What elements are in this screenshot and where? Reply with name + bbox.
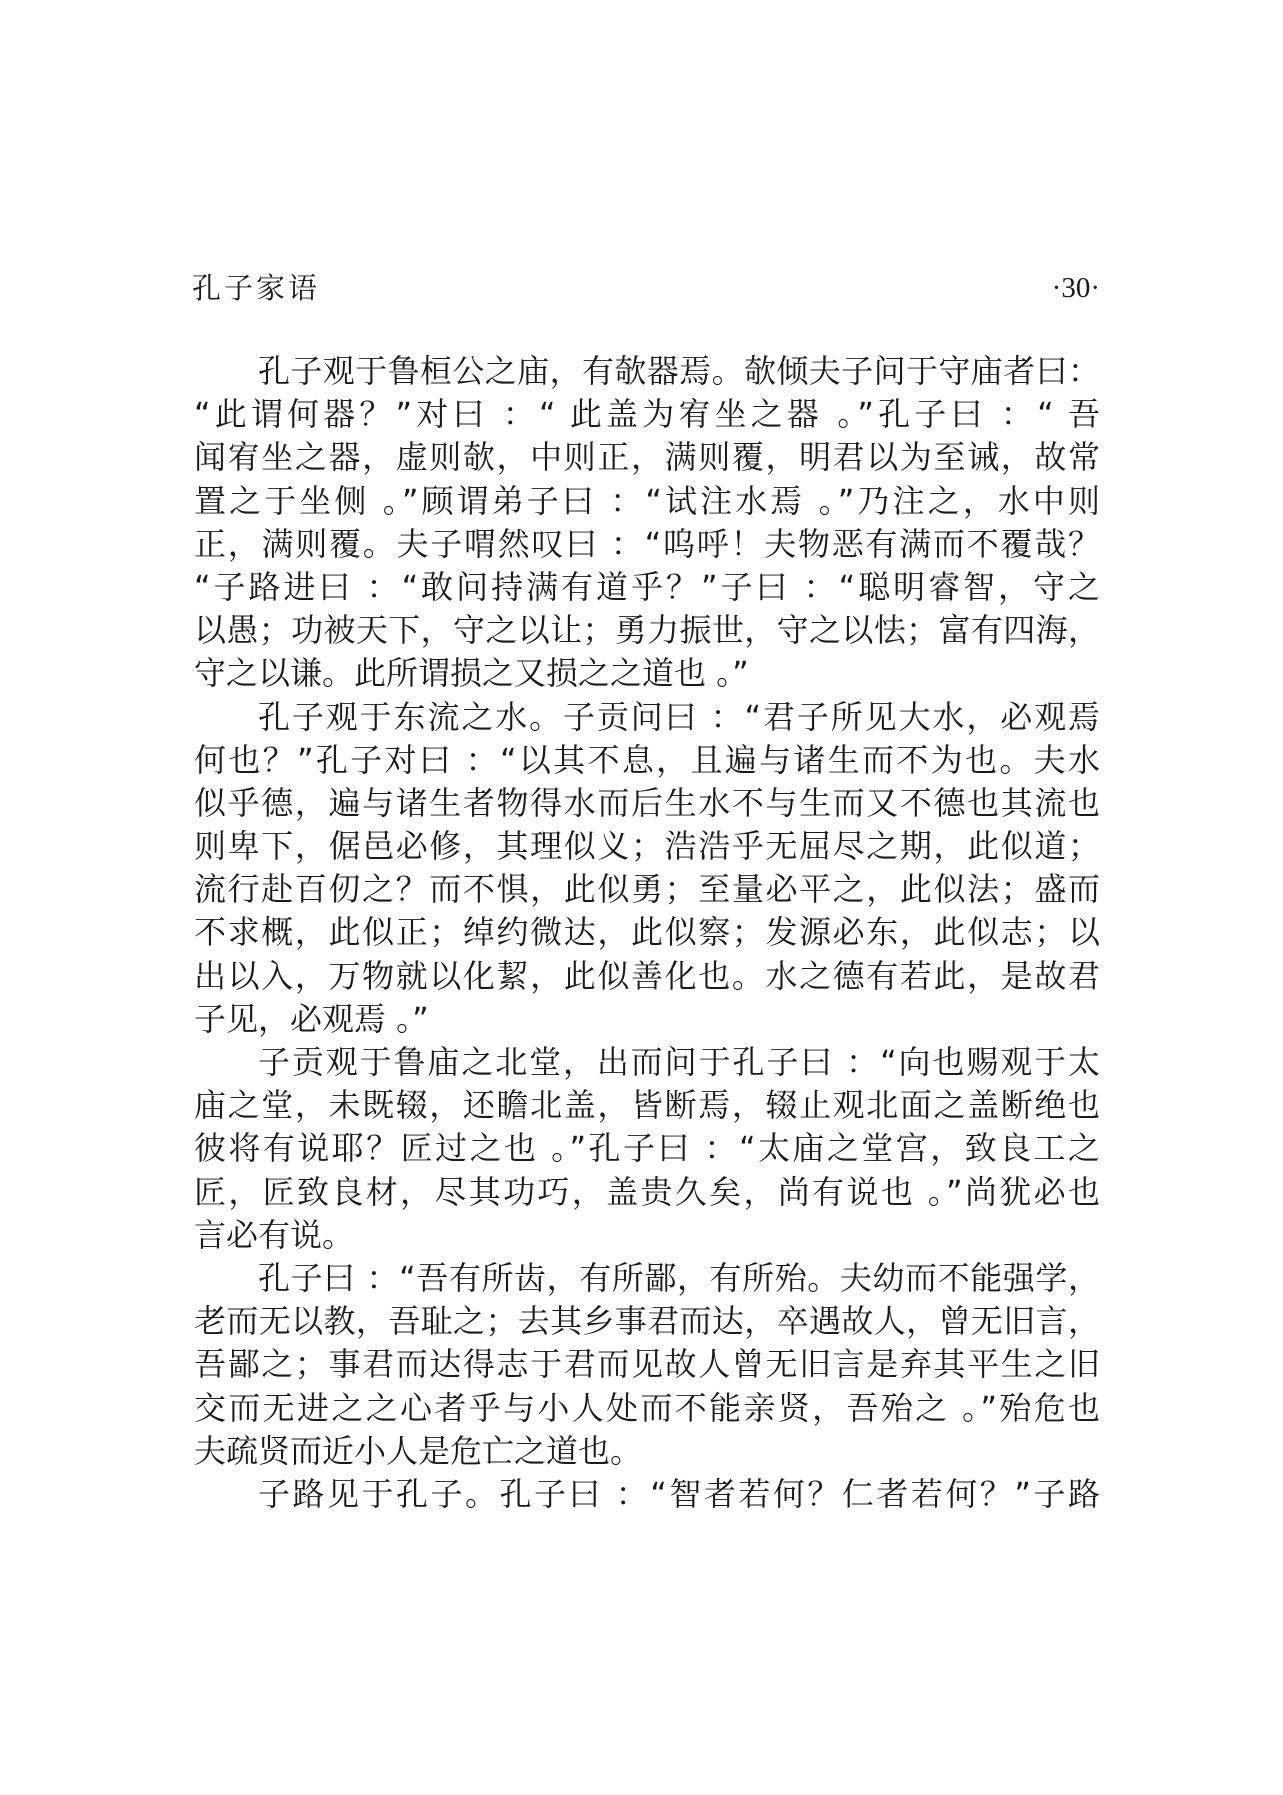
text-line: 出以入，万物就以化絜，此似善化也。水之德有若此，是故君 xyxy=(194,956,1100,995)
running-header xyxy=(192,266,1100,310)
text-line: 不求概，此似正；绰约微达，此似察；发源必东，此似志；以 xyxy=(194,913,1100,952)
body-text xyxy=(194,350,1100,1516)
text-line: 守之以谦。此所谓损之又损之之道也 。” xyxy=(194,654,749,693)
text-line: 庙之堂，未既辍，还瞻北盖，皆断焉，辍止观北面之盖断绝也 xyxy=(194,1086,1100,1125)
text-line: 何也？”孔子对曰 ：“以其不息，且遍与诸生而不为也。夫水 xyxy=(194,740,1100,779)
text-line: “子路进曰 ：“敢问持满有道乎？”子曰 ：“聪明睿智，守之 xyxy=(194,567,1100,606)
text-line: 子路见于孔子。孔子曰 ：“智者若何？仁者若何？”子路 xyxy=(258,1474,1100,1513)
text-line: 置之于坐侧 。”顾谓弟子曰 ：“试注水焉 。”乃注之，水中则 xyxy=(194,481,1100,520)
book-title: 孔子家语 xyxy=(192,271,321,305)
text-line: 以愚；功被天下，守之以让；勇力振世，守之以怯；富有四海， xyxy=(194,611,1100,650)
text-line: 匠，匠致良材，尽其功巧，盖贵久矣，尚有说也 。”尚犹必也 xyxy=(194,1172,1100,1211)
text-line: 彼将有说耶？匠过之也 。”孔子曰 ：“太庙之堂宫，致良工之 xyxy=(194,1129,1100,1168)
text-line: 交而无进之之心者乎与小人处而不能亲贤，吾殆之 。”殆危也 xyxy=(194,1388,1100,1427)
text-line: 正，满则覆。夫子喟然叹曰 ：“呜呼！夫物恶有满而不覆哉？ xyxy=(194,524,1100,563)
text-line: 孔子观于东流之水。子贡问曰 ：“君子所见大水，必观焉 xyxy=(258,697,1100,736)
text-line: “此谓何器？”对曰 ：“ 此盖为宥坐之器 。”孔子曰 ：“ 吾 xyxy=(194,395,1100,434)
page-number: ·30· xyxy=(1051,272,1100,304)
text-line: 闻宥坐之器，虚则欹，中则正，满则覆，明君以为至诫，故常 xyxy=(194,438,1100,477)
text-line: 则卑下，倨邑必修，其理似义；浩浩乎无屈尽之期，此似道； xyxy=(194,827,1100,866)
text-line: 老而无以教，吾耻之；去其乡事君而达，卒遇故人，曾无旧言， xyxy=(194,1302,1100,1341)
text-line: 夫疏贤而近小人是危亡之道也。 xyxy=(194,1431,643,1470)
text-line: 吾鄙之；事君而达得志于君而见故人曾无旧言是弃其平生之旧 xyxy=(194,1345,1100,1384)
text-line: 子贡观于鲁庙之北堂，出而问于孔子曰 ：“向也赐观于太 xyxy=(258,1043,1100,1081)
text-line: 似乎德，遍与诸生者物得水而后生水不与生而又不德也其流也 xyxy=(194,783,1100,822)
text-line: 言必有说。 xyxy=(194,1215,355,1254)
text-line: 流行赴百仞之？而不惧，此似勇；至量必平之，此似法；盛而 xyxy=(194,870,1100,909)
text-line: 子见，必观焉 。” xyxy=(194,999,429,1038)
text-line: 孔子观于鲁桓公之庙，有欹器焉。欹倾夫子问于守庙者曰： xyxy=(258,352,1100,390)
text-line: 孔子曰 ：“吾有所齿，有所鄙，有所殆。夫幼而不能强学， xyxy=(258,1258,1100,1297)
